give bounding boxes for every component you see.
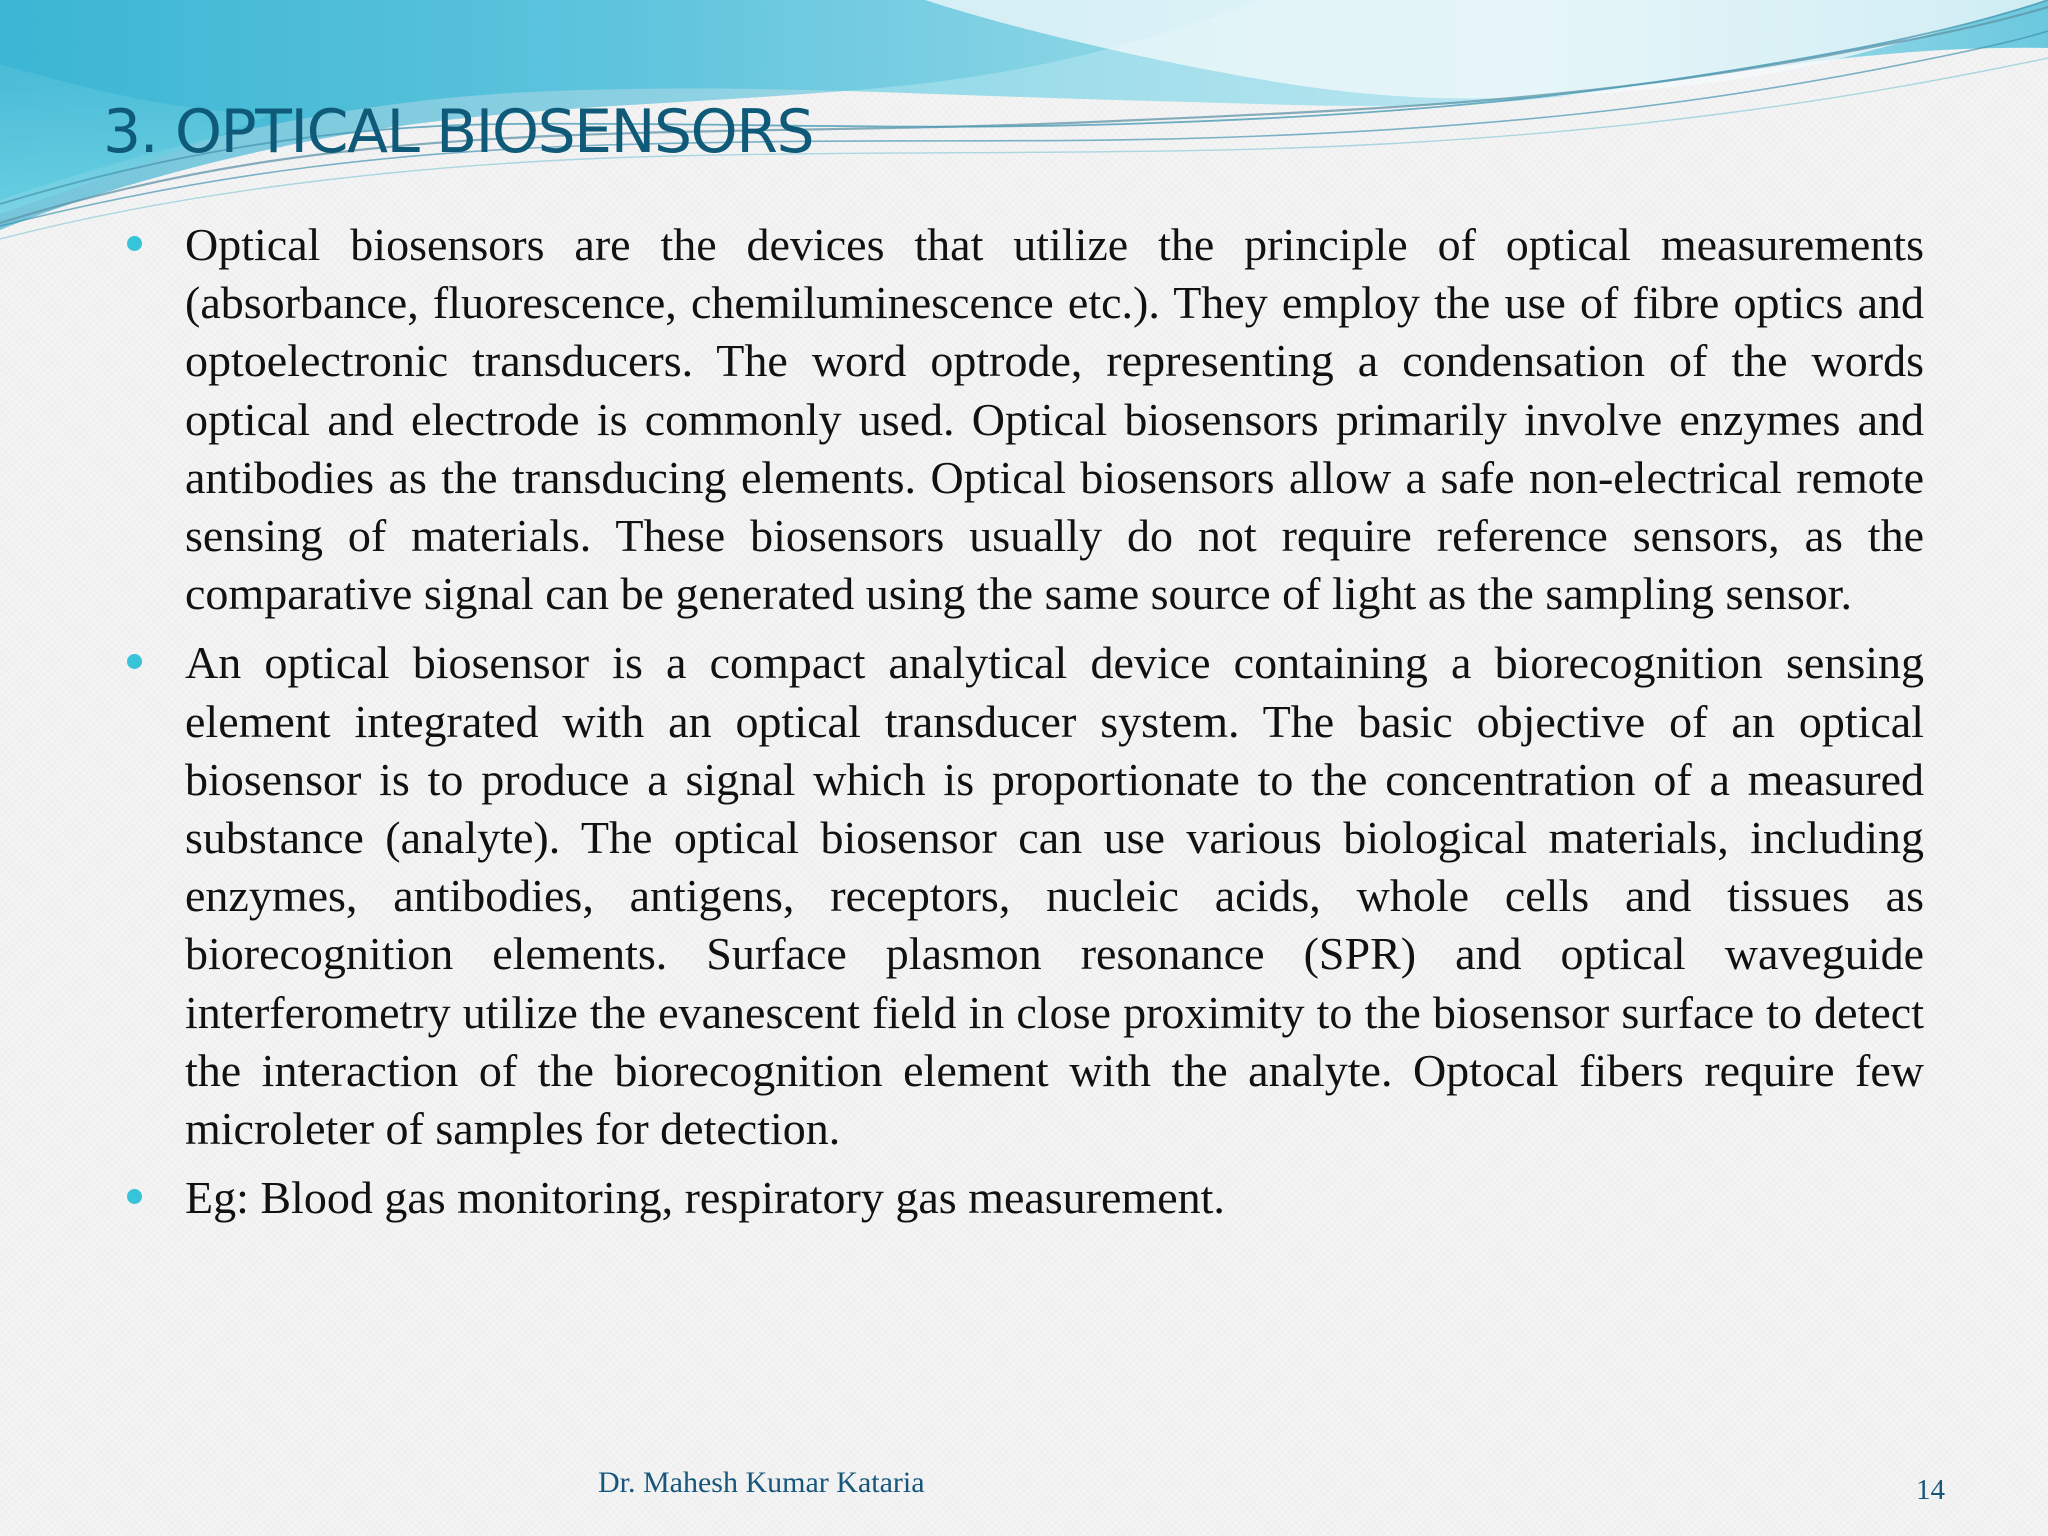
bullet-text: Optical biosensors are the devices that utilize the principle of optical measurements (absorbance, fluorescence, chemiluminescence etc.). They employ the use of fibre optics and optoelectronic transducers. The word optrode, representing a condensation of the words optical and electrode is commonly used. Optical biosensors primarily involve enzymes and antibodies as the transducing elements. Optical biosensors allow a safe non-electrical remote sensing of materials. These biosensors usually do not require reference sensors, as the comparative signal can be generated using the same source of light as the sampling sensor.	[185, 219, 1924, 620]
bullet-list	[126, 216, 1924, 1238]
bullet-item	[126, 1169, 1924, 1227]
page-number: 14	[1916, 1474, 1945, 1506]
footer-author: Dr. Mahesh Kumar Kataria	[598, 1466, 925, 1499]
bullet-text: An optical biosensor is a compact analytical device containing a biorecognition sensing element integrated with an optical transducer system. The basic objective of an optical biosensor is to produce a signal which is proportionate to the concentration of a measured substance (analyte). The optical biosensor can use various biological materials, including enzymes, antibodies, antigens, receptors, nucleic acids, whole cells and tissues as biorecognition elements. Surface plasmon resonance (SPR) and optical waveguide interferometry utilize the evanescent field in close proximity to the biosensor surface to detect the interaction of the biorecognition element with the analyte. Optocal fibers require few microleter of samples for detection.	[185, 637, 1924, 1155]
bullet-text: Eg: Blood gas monitoring, respiratory gas measurement.	[185, 1172, 1225, 1224]
bullet-item	[126, 634, 1924, 1158]
bullet-point-icon	[127, 236, 142, 251]
slide-title: 3. OPTICAL BIOSENSORS	[103, 97, 814, 167]
bullet-item	[126, 216, 1924, 623]
bullet-point-icon	[127, 654, 142, 669]
bullet-point-icon	[127, 1189, 142, 1204]
